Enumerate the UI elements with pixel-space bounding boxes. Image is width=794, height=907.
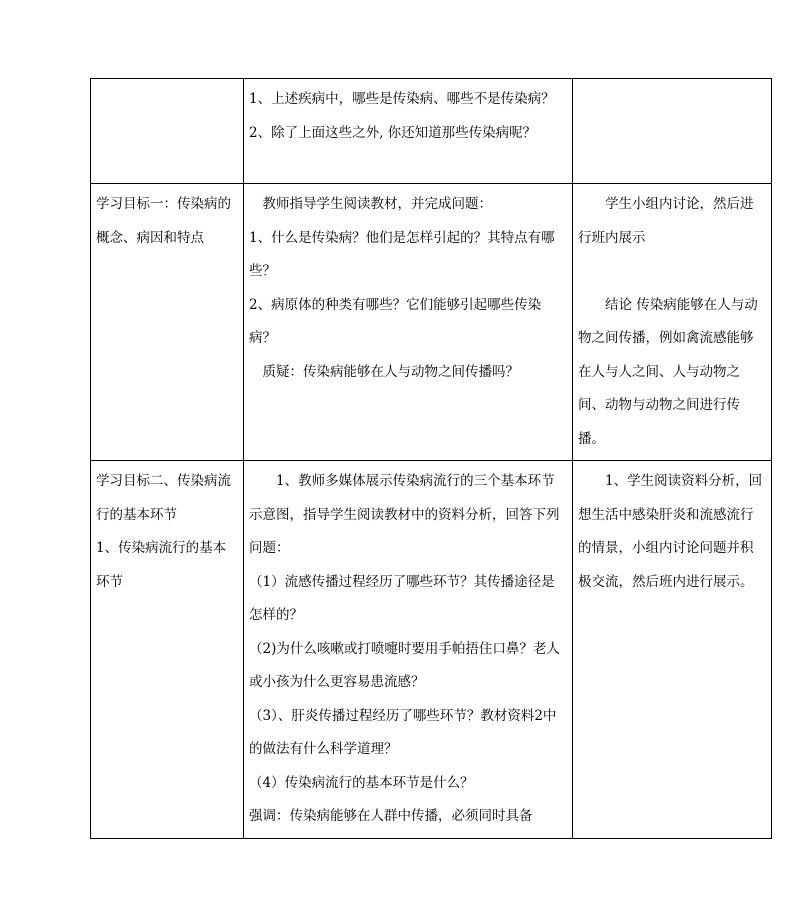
lesson-plan-table [90,78,772,839]
question-text: （2)为什么咳嗽或打喷嚏时要用手帕捂住口鼻？老人或小孩为什么更容易患流感？ [249,640,560,690]
table-row [91,79,772,184]
objective-text: 学习目标二、传染病流行的基本环节 [96,473,231,523]
question-text: （1）流感传播过程经历了哪些环节？其传播途径是怎样的？ [249,573,555,623]
student-activity-cell [573,461,772,839]
emphasis-text: 强调：传染病能够在人群中传播，必须同时具备 [249,808,533,824]
teacher-activity-cell [244,184,573,461]
instruction-text: 教师指导学生阅读教材，并完成问题： [262,196,492,212]
question-text: 1、上述疾病中，哪些是传染病、哪些不是传染病？ [249,91,555,107]
blank-line [578,255,766,289]
objective-cell [91,79,244,184]
table-row [91,461,772,839]
objective-text: 学习目标一：传染病的概念、病因和特点 [96,196,231,246]
table-row [91,184,772,461]
activity-text: 1、学生阅读资料分析，回想生活中感染肝炎和流感流行的情景，小组内讨论问题并积极交流，然后班内进行展示。 [578,473,763,590]
conclusion-text: 结论 传染病能够在人与动物之间传播，例如禽流感能够在人与人之间、人与动物之间、动物与动物之间进行传播。 [578,296,758,447]
question-text: 1、什么是传染病？他们是怎样引起的？其特点有哪些？ [249,229,555,279]
student-activity-cell [573,79,772,184]
instruction-text: 1、教师多媒体展示传染病流行的三个基本环节示意图，指导学生阅读教材中的资料分析，回答下列问题： [249,473,560,556]
question-text: （4）传染病流行的基本环节是什么？ [249,774,474,791]
student-activity-cell [573,184,772,461]
question-text: 2、病原体的种类有哪些？它们能够引起哪些传染病？ [249,296,542,346]
activity-text: 学生小组内讨论，然后进行班内展示 [578,196,754,246]
question-text: 质疑：传染病能够在人与动物之间传播吗？ [262,363,519,380]
question-text: 2、除了上面这些之外, 你还知道那些传染病呢？ [249,124,537,141]
question-text: （3）、肝炎传播过程经历了哪些环节？教材资料2中的做法有什么科学道理？ [249,707,557,757]
teacher-activity-cell [244,79,573,184]
objective-cell [91,461,244,839]
teacher-activity-cell [244,461,573,839]
objective-cell [91,184,244,461]
objective-subtext: 1、传染病流行的基本环节 [96,540,227,590]
